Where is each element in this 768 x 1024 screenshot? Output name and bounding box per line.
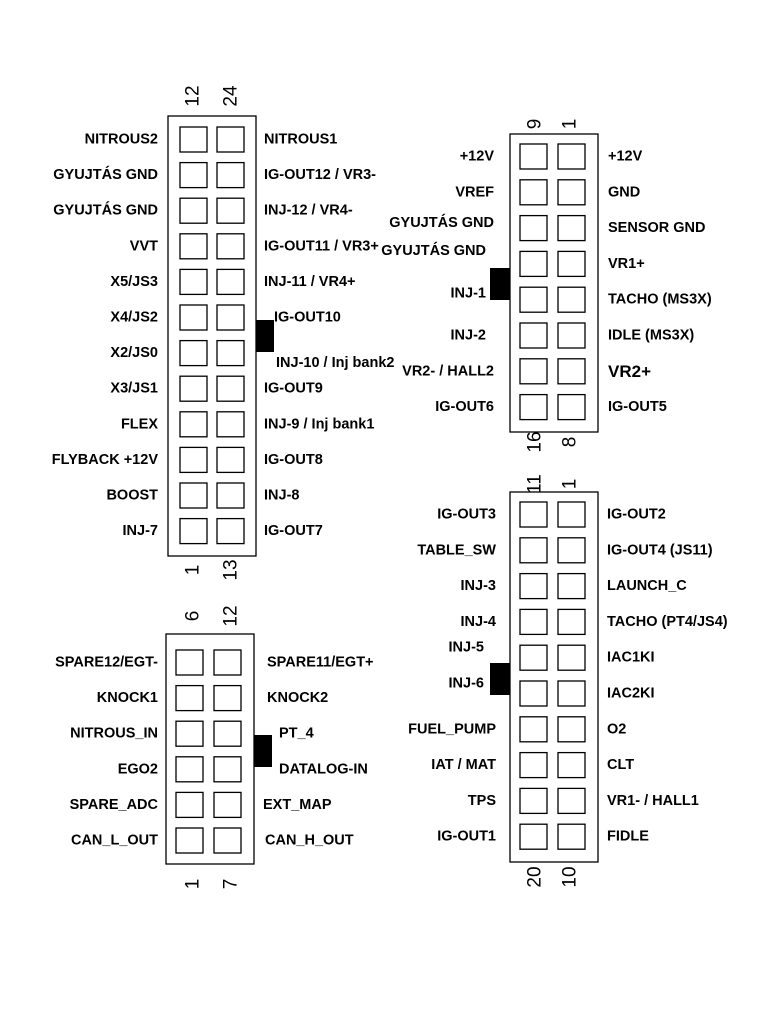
- pin-number-bottom-left: 1: [182, 564, 204, 576]
- pin-cavity: [520, 323, 547, 348]
- pin-label-right: VR2+: [608, 361, 651, 381]
- pin-cavity: [217, 519, 244, 544]
- pin-label-left: SPARE_ADC: [69, 796, 158, 813]
- pin-cavity: [558, 645, 585, 670]
- pin-label-right: FIDLE: [607, 828, 649, 845]
- pin-label-right: CAN_H_OUT: [265, 832, 354, 849]
- pin-label-right: GND: [608, 184, 641, 201]
- pin-cavity: [180, 483, 207, 508]
- pin-cavity: [558, 681, 585, 706]
- pin-cavity: [217, 163, 244, 188]
- connector-16: [381, 119, 712, 453]
- pin-cavity: [176, 721, 203, 746]
- pin-label-left: EGO2: [117, 761, 158, 778]
- pin-label-right: IG-OUT8: [264, 451, 323, 468]
- pin-cavity: [180, 412, 207, 437]
- pin-number-bottom-right: 8: [559, 436, 581, 448]
- pin-label-right: INJ-12 / VR4-: [264, 202, 353, 219]
- pin-label-right: PT_4: [279, 725, 314, 742]
- pin-cavity: [520, 538, 547, 563]
- pin-label-right: IG-OUT2: [607, 506, 666, 523]
- pin-label-right: SPARE11/EGT+: [267, 654, 374, 671]
- pin-label-left: FLEX: [120, 416, 158, 433]
- pin-label-left: GYUJTÁS GND: [381, 242, 486, 259]
- pin-cavity: [558, 180, 585, 205]
- pin-cavity: [558, 717, 585, 742]
- pin-number-top-right: 24: [220, 85, 242, 107]
- keying-tab: [490, 663, 510, 695]
- keying-tab: [256, 320, 274, 352]
- pin-label-right: IG-OUT7: [264, 523, 323, 540]
- pin-cavity: [520, 788, 547, 813]
- pin-cavity: [520, 144, 547, 169]
- pin-cavity: [180, 341, 207, 366]
- pin-label-right: NITROUS1: [264, 131, 338, 148]
- pin-cavity: [558, 216, 585, 241]
- pin-cavity: [520, 753, 547, 778]
- pin-label-right: IG-OUT9: [264, 380, 323, 397]
- pin-cavity: [520, 574, 547, 599]
- pin-cavity: [520, 502, 547, 527]
- pin-cavity: [558, 609, 585, 634]
- pin-label-right: IAC1KI: [607, 649, 655, 666]
- pin-label-left: IAT / MAT: [431, 757, 496, 774]
- pin-label-right: TACHO (MS3X): [608, 291, 712, 308]
- pin-cavity: [520, 645, 547, 670]
- connector-20: [408, 474, 728, 887]
- pin-cavity: [520, 287, 547, 312]
- pin-label-left: TPS: [467, 792, 496, 809]
- pin-cavity: [214, 792, 241, 817]
- pin-cavity: [558, 144, 585, 169]
- pin-number-top-right: 1: [559, 478, 581, 490]
- pin-number-bottom-right: 13: [220, 559, 242, 581]
- pin-label-left: X2/JS0: [110, 345, 158, 362]
- pin-cavity: [217, 341, 244, 366]
- pin-label-right: IG-OUT5: [608, 399, 667, 416]
- pin-label-right: VR1- / HALL1: [607, 792, 699, 809]
- pin-label-left: GYUJTÁS GND: [53, 202, 158, 219]
- pin-label-left: INJ-6: [448, 675, 484, 692]
- pin-cavity: [558, 359, 585, 384]
- pin-label-left: NITROUS_IN: [70, 725, 158, 742]
- pin-label-right: IG-OUT4 (JS11): [607, 542, 713, 559]
- pin-label-left: INJ-5: [448, 639, 484, 656]
- pin-cavity: [217, 483, 244, 508]
- pin-label-left: X5/JS3: [110, 273, 158, 290]
- pin-label-right: INJ-10 / Inj bank2: [276, 355, 395, 372]
- pin-cavity: [180, 447, 207, 472]
- pin-label-right: IG-OUT12 / VR3-: [264, 167, 376, 184]
- pin-cavity: [180, 305, 207, 330]
- pin-cavity: [217, 447, 244, 472]
- pin-cavity: [214, 686, 241, 711]
- pin-cavity: [217, 127, 244, 152]
- pin-cavity: [558, 502, 585, 527]
- pin-label-right: IG-OUT11 / VR3+: [264, 238, 379, 255]
- pin-label-left: IG-OUT1: [437, 828, 496, 845]
- pin-label-left: INJ-3: [460, 578, 496, 595]
- pin-label-left: X3/JS1: [110, 380, 158, 397]
- pin-number-top-left: 6: [182, 610, 204, 622]
- pin-number-bottom-right: 7: [220, 878, 242, 890]
- pin-cavity: [558, 323, 585, 348]
- pin-cavity: [558, 753, 585, 778]
- pin-number-top-left: 12: [182, 85, 204, 107]
- pin-label-right: IAC2KI: [607, 685, 655, 702]
- pin-label-right: IDLE (MS3X): [608, 327, 695, 344]
- pin-cavity: [180, 127, 207, 152]
- pin-label-right: KNOCK2: [267, 690, 329, 707]
- pin-label-left: SPARE12/EGT-: [55, 654, 158, 671]
- pin-cavity: [558, 395, 585, 420]
- pin-cavity: [558, 538, 585, 563]
- pin-cavity: [214, 757, 241, 782]
- pin-number-bottom-left: 16: [524, 431, 546, 453]
- pin-cavity: [558, 824, 585, 849]
- pin-label-right: EXT_MAP: [263, 796, 332, 813]
- pin-cavity: [214, 650, 241, 675]
- pin-number-top-right: 1: [559, 118, 581, 130]
- pin-number-bottom-right: 10: [559, 866, 581, 888]
- pin-label-left: INJ-2: [450, 327, 486, 344]
- pin-label-left: GYUJTÁS GND: [389, 215, 494, 232]
- pin-label-right: O2: [607, 721, 627, 738]
- pin-label-right: TACHO (PT4/JS4): [607, 613, 728, 630]
- pin-cavity: [520, 395, 547, 420]
- keying-tab: [490, 268, 510, 300]
- pin-cavity: [558, 287, 585, 312]
- pin-label-left: VR2- / HALL2: [402, 363, 494, 380]
- pin-label-right: LAUNCH_C: [607, 578, 687, 595]
- pin-label-right: +12V: [608, 148, 643, 165]
- pin-label-right: INJ-11 / VR4+: [264, 273, 356, 290]
- pin-label-left: FLYBACK +12V: [51, 451, 158, 468]
- pin-cavity: [180, 198, 207, 223]
- pin-cavity: [520, 216, 547, 241]
- pin-label-right: INJ-9 / Inj bank1: [264, 416, 375, 433]
- connector-12: [55, 605, 373, 889]
- pin-label-left: FUEL_PUMP: [408, 721, 496, 738]
- pin-label-left: X4/JS2: [110, 309, 158, 326]
- pin-cavity: [214, 721, 241, 746]
- pin-label-right: CLT: [607, 757, 635, 774]
- pin-cavity: [214, 828, 241, 853]
- pin-label-left: GYUJTÁS GND: [53, 167, 158, 184]
- pin-number-top-left: 11: [524, 474, 546, 494]
- pin-label-left: IG-OUT3: [437, 506, 496, 523]
- pin-cavity: [217, 198, 244, 223]
- pin-label-left: INJ-1: [450, 285, 486, 302]
- pin-number-bottom-left: 1: [182, 878, 204, 890]
- pin-cavity: [520, 681, 547, 706]
- pin-label-left: KNOCK1: [96, 690, 158, 707]
- pin-cavity: [520, 180, 547, 205]
- pin-label-left: BOOST: [106, 487, 158, 504]
- pin-cavity: [520, 824, 547, 849]
- pin-label-right: VR1+: [608, 255, 645, 272]
- pin-cavity: [180, 163, 207, 188]
- pin-cavity: [558, 788, 585, 813]
- pin-cavity: [180, 269, 207, 294]
- pin-label-right: INJ-8: [264, 487, 300, 504]
- pin-cavity: [520, 609, 547, 634]
- pin-label-left: +12V: [459, 148, 494, 165]
- pin-cavity: [176, 686, 203, 711]
- pin-cavity: [217, 269, 244, 294]
- pin-number-top-left: 9: [524, 118, 546, 130]
- pin-label-left: CAN_L_OUT: [70, 832, 158, 849]
- pin-cavity: [180, 376, 207, 401]
- pin-cavity: [180, 519, 207, 544]
- connector-24: [52, 85, 395, 581]
- pin-label-left: TABLE_SW: [417, 542, 496, 559]
- pin-number-top-right: 12: [220, 605, 242, 627]
- pin-label-left: INJ-7: [122, 523, 158, 540]
- pin-cavity: [558, 574, 585, 599]
- pin-label-right: DATALOG-IN: [279, 761, 368, 778]
- pin-number-bottom-left: 20: [524, 866, 546, 888]
- pin-label-left: VREF: [455, 184, 494, 201]
- keying-tab: [254, 735, 272, 767]
- pin-cavity: [217, 412, 244, 437]
- pin-cavity: [176, 650, 203, 675]
- pin-cavity: [180, 234, 207, 259]
- pin-label-left: NITROUS2: [84, 131, 158, 148]
- pin-cavity: [176, 792, 203, 817]
- connector-housing: [510, 134, 598, 432]
- pin-label-left: VVT: [129, 238, 158, 255]
- pin-cavity: [176, 757, 203, 782]
- pin-cavity: [217, 376, 244, 401]
- pin-cavity: [520, 359, 547, 384]
- pin-label-right: IG-OUT10: [274, 309, 341, 326]
- pin-cavity: [520, 251, 547, 276]
- pin-cavity: [217, 234, 244, 259]
- pin-label-left: INJ-4: [460, 613, 496, 630]
- pin-label-right: SENSOR GND: [608, 220, 706, 237]
- pin-cavity: [176, 828, 203, 853]
- pin-label-left: IG-OUT6: [435, 399, 494, 416]
- pin-cavity: [520, 717, 547, 742]
- pin-cavity: [217, 305, 244, 330]
- pin-cavity: [558, 251, 585, 276]
